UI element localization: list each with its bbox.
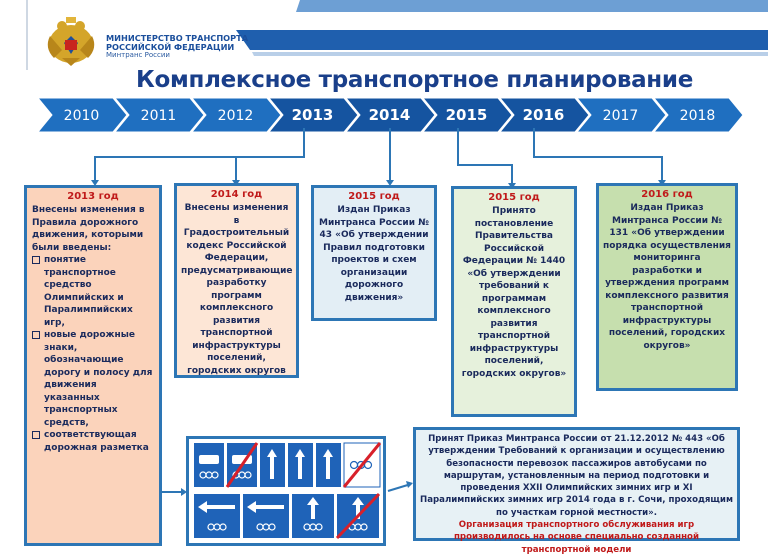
order-red-text: Организация транспортного обслуживания игр производилось на основе специально созданной транспортной модели	[453, 520, 699, 555]
order-text: Принят Приказ Минтранса России от 21.12.2012 № 443 «Об утверждении Требований к организации и осуществлению безопасности перевозок пассажиров автобусами по маршрутам, установленным на период подготовки и проведения XXII Олимпийских зимних игр и XI Паралимпийских зимних игр 2014 года в г. Сочи, проходящим по участкам горной местности».	[420, 434, 733, 518]
ministry-name-line2: РОССИЙСКОЙ ФЕДЕРАЦИИ	[106, 42, 235, 52]
ministry-name-line3: Минтранс России	[106, 51, 170, 59]
timeline-year-label: 2016	[522, 106, 565, 124]
timeline-year-label: 2013	[291, 106, 334, 124]
olympic-road-signs-icon	[189, 439, 383, 543]
card-text: Издан Приказ Минтранса России № 131 «Об утверждении порядка осуществления мониторинга разработки и утверждения программ комплексного развития транспортной инфраструктуры поселений, городских округов»	[603, 203, 731, 351]
card-year: 2014 год	[210, 189, 263, 200]
timeline-year-label: 2010	[63, 108, 100, 124]
card-list	[32, 254, 154, 454]
olympic-road-signs-panel	[186, 436, 386, 546]
card-2015-resolution-1440	[451, 186, 577, 417]
card-2014	[174, 183, 299, 378]
card-intro: Внесены изменения в Правила дорожного движения, которыми были введены:	[32, 205, 145, 253]
ministry-name-line1: МИНИСТЕРСТВО ТРАНСПОРТА	[106, 33, 249, 43]
timeline-year-label: 2012	[217, 108, 254, 124]
timeline-year-label: 2018	[679, 108, 716, 124]
card-2013	[24, 185, 162, 546]
card-text: Издан Приказ Минтранса России № 43 «Об утверждении Правил подготовки проектов и схем организации дорожного движения»	[319, 205, 429, 303]
card-year: 2015 год	[488, 192, 540, 203]
order-443-box	[413, 427, 740, 555]
timeline-year-label: 2011	[140, 108, 177, 124]
card-year: 2015 год	[348, 191, 400, 202]
timeline-year-label: 2017	[602, 108, 639, 124]
timeline-year-label: 2014	[368, 106, 411, 124]
card-year: 2013 год	[67, 191, 119, 202]
card-2016	[596, 183, 738, 391]
card-2015-order-43	[311, 185, 437, 321]
card-text: Принято постановление Правительства Российской Федерации № 1440 «Об утверждении требований к программам комплексного развития транспортной инфраструктуры поселений, городских округов»	[461, 206, 567, 379]
timeline-year-label: 2015	[445, 106, 488, 124]
page-title: Комплексное транспортное планирование	[136, 67, 694, 93]
list-item: новые дорожные знаки, обозначающие дорогу и полосу для движения указанных транспортных средств,	[32, 329, 154, 429]
card-text: Внесены изменения в Градостроительный кодекс Российской Федерации, предусматривающие разработку программ комплексного развития транспортной инфраструктуры поселений, городских округов	[181, 203, 293, 376]
list-item: понятие транспортное средство Олимпийских и Паралимпийских игр,	[32, 254, 154, 329]
list-item: соответствующая дорожная разметка	[32, 429, 154, 454]
card-year: 2016 год	[641, 189, 693, 200]
